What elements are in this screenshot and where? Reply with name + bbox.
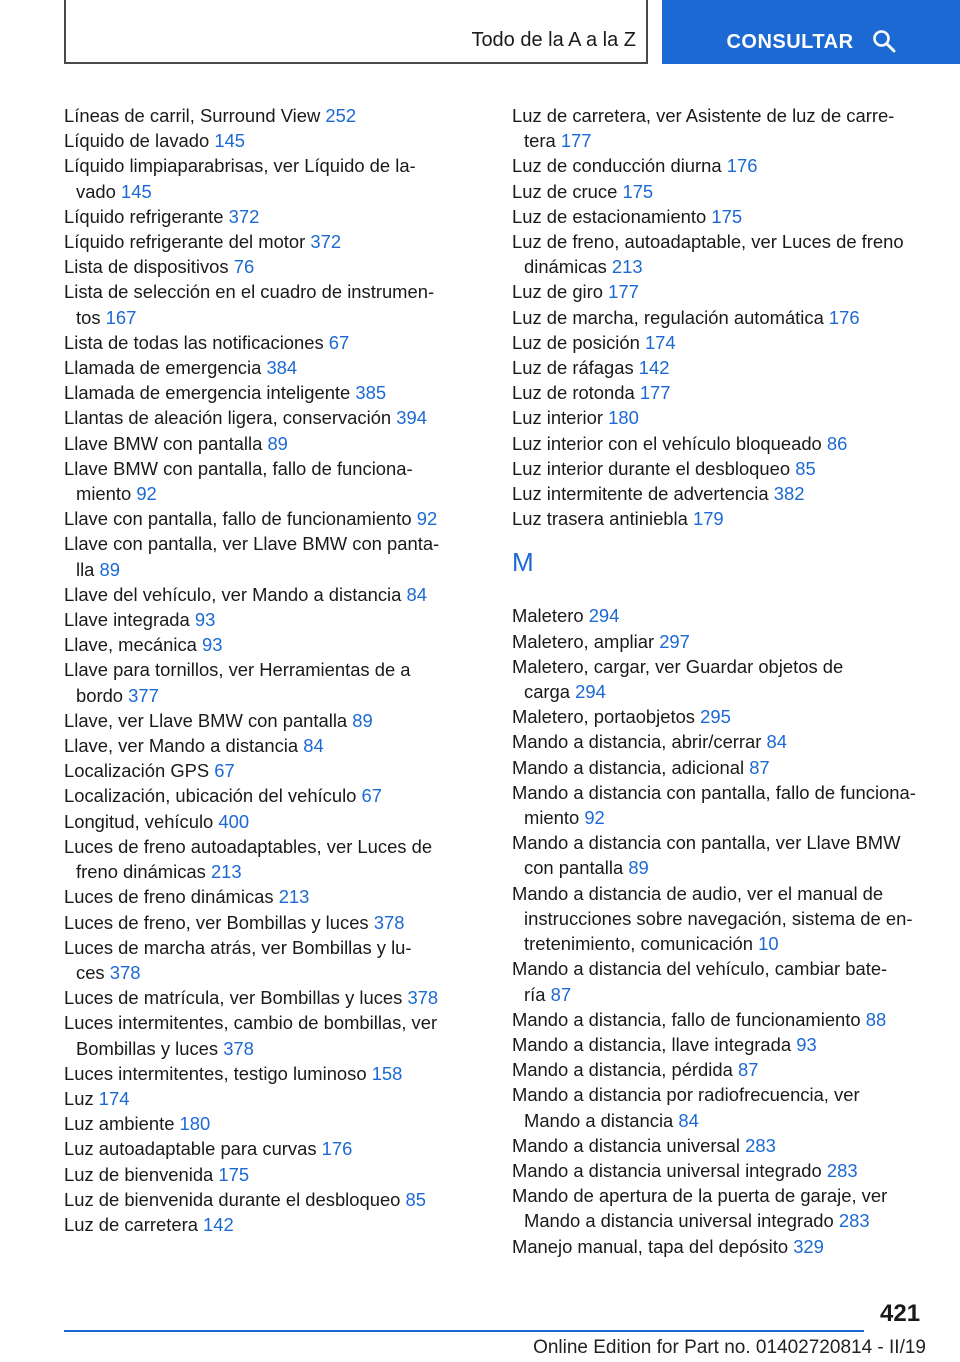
index-entry xyxy=(64,405,456,430)
page-reference-link[interactable]: 283 xyxy=(745,1134,776,1156)
index-entry xyxy=(512,431,928,456)
index-entry-text: Líquido refrigerante xyxy=(64,205,224,227)
index-entry xyxy=(64,632,456,657)
page-reference-link[interactable]: 283 xyxy=(826,1159,858,1181)
page-reference-link[interactable]: 93 xyxy=(194,609,216,631)
page-reference-link[interactable]: 67 xyxy=(328,331,350,353)
page-reference-link[interactable]: 177 xyxy=(608,281,639,303)
index-entry xyxy=(512,1082,928,1132)
index-entry-text: Mando a distancia, fallo de funcionamiento xyxy=(512,1008,861,1030)
index-entry xyxy=(64,431,456,456)
index-entry xyxy=(64,279,456,329)
page-reference-link[interactable]: 382 xyxy=(773,483,805,505)
index-entry xyxy=(64,1162,456,1187)
page-reference-link[interactable]: 176 xyxy=(726,155,758,177)
section-letter: M xyxy=(512,547,534,578)
index-entry-text: lla xyxy=(76,558,95,580)
index-entry xyxy=(512,704,928,729)
index-entry-text: Llave con pantalla, ver Llave BMW con panta- xyxy=(64,533,440,555)
page-reference-link[interactable]: 294 xyxy=(575,681,606,703)
index-entry-text: Llave para tornillos, ver Herramientas de a xyxy=(64,659,411,681)
index-entry xyxy=(512,755,928,780)
index-entry-text: Luz interior con el vehículo bloqueado xyxy=(512,432,822,454)
index-entry-text: Mando a distancia, adicional xyxy=(512,756,745,778)
section-tab[interactable] xyxy=(64,0,648,64)
page-reference-link[interactable]: 88 xyxy=(865,1008,887,1030)
page-reference-link[interactable]: 145 xyxy=(214,130,246,152)
index-entry-text: Luces de freno autoadaptables, ver Luces de xyxy=(64,835,433,857)
index-entry-text: Líquido de lavado xyxy=(64,130,210,152)
page-reference-link[interactable]: 180 xyxy=(179,1113,211,1135)
page-reference-link[interactable]: 89 xyxy=(628,857,649,879)
index-entry xyxy=(64,1010,456,1060)
index-entry-text: Mando a distancia universal integrado xyxy=(524,1210,834,1232)
index-entry xyxy=(512,456,928,481)
index-entry xyxy=(512,956,928,1006)
index-entry-text: miento xyxy=(76,483,132,505)
page-reference-link[interactable]: 213 xyxy=(210,861,242,883)
page-reference-link[interactable]: 385 xyxy=(355,382,387,404)
index-entry xyxy=(512,629,928,654)
index-entry xyxy=(64,229,456,254)
page-reference-link[interactable]: 283 xyxy=(838,1210,870,1232)
page-reference-link[interactable]: 84 xyxy=(406,583,427,605)
index-entry-text: Llantas de aleación ligera, conservación xyxy=(64,407,392,429)
page-reference-link[interactable]: 177 xyxy=(639,382,671,404)
page-reference-link[interactable]: 213 xyxy=(611,256,643,278)
index-entry xyxy=(512,780,928,830)
index-entry-text: Lista de todas las notificaciones xyxy=(64,331,324,353)
index-entry-text: bordo xyxy=(76,684,124,706)
index-entry xyxy=(64,204,456,229)
index-entry-text: Llave con pantalla, fallo de funcionamiento xyxy=(64,508,412,530)
index-entry xyxy=(512,355,928,380)
index-entry-text: Luces de marcha atrás, ver Bombillas y lu- xyxy=(64,936,412,958)
index-entry-text: Llave BMW con pantalla xyxy=(64,432,263,454)
page-reference-link[interactable]: 84 xyxy=(303,735,324,757)
index-entry xyxy=(512,729,928,754)
page-reference-link[interactable]: 92 xyxy=(584,807,605,829)
page-reference-link[interactable]: 89 xyxy=(99,558,120,580)
index-entry-text: con pantalla xyxy=(524,857,624,879)
page-reference-link[interactable]: 377 xyxy=(128,684,159,706)
index-entry xyxy=(64,582,456,607)
index-entry-text: miento xyxy=(524,807,580,829)
index-entry-text: Localización GPS xyxy=(64,760,210,782)
index-entry-text: Llave, ver Llave BMW con pantalla xyxy=(64,709,348,731)
page-reference-link[interactable]: 372 xyxy=(228,205,260,227)
index-entry-text: tos xyxy=(76,306,101,328)
index-column-right xyxy=(512,103,928,1259)
page-reference-link[interactable]: 384 xyxy=(266,357,298,379)
page-reference-link[interactable]: 394 xyxy=(396,407,427,429)
index-entry xyxy=(64,456,456,506)
page-reference-link[interactable]: 400 xyxy=(218,810,250,832)
index-entry-text: Llave del vehículo, ver Mando a distancia xyxy=(64,583,402,605)
page-reference-link[interactable]: 179 xyxy=(692,508,724,530)
section-tab-label: Todo de la A a la Z xyxy=(471,29,636,51)
page-reference-link[interactable]: 93 xyxy=(202,634,223,656)
page-reference-link[interactable]: 175 xyxy=(218,1163,250,1185)
index-entry-text: Longitud, vehículo xyxy=(64,810,214,832)
page-reference-link[interactable]: 252 xyxy=(325,105,357,126)
index-entry-text: Llave, ver Mando a distancia xyxy=(64,735,299,757)
index-entry-text: Luz autoadaptable para curvas xyxy=(64,1138,317,1160)
page-reference-link[interactable]: 89 xyxy=(352,709,373,731)
page-reference-link[interactable]: 87 xyxy=(737,1059,759,1081)
index-entry xyxy=(512,405,928,430)
index-entry-text: Líquido limpiaparabrisas, ver Líquido de la- xyxy=(64,155,416,177)
index-entry-text: Mando a distancia de audio, ver el manual de xyxy=(512,882,884,904)
index-entry xyxy=(64,1086,456,1111)
index-entry-text: Lista de dispositivos xyxy=(64,256,229,278)
index-entry xyxy=(512,153,928,178)
index-entry-text: Luces intermitentes, cambio de bombillas, ver xyxy=(64,1012,438,1034)
index-entry xyxy=(64,758,456,783)
index-entry-text: Maletero, portaobjetos xyxy=(512,706,695,728)
index-entry xyxy=(512,830,928,880)
footer-edition: Online Edition for Part no. 01402720814 - II/19 xyxy=(533,1337,926,1358)
index-entry-text: Luz interior durante el desbloqueo xyxy=(512,457,791,479)
index-entry-text: dinámicas xyxy=(524,256,607,278)
page-reference-link[interactable]: 76 xyxy=(233,256,255,278)
index-entry-text: Bombillas y luces xyxy=(76,1037,219,1059)
index-entry-text: Luz de conducción diurna xyxy=(512,155,722,177)
page-reference-link[interactable]: 176 xyxy=(828,306,860,328)
index-entry xyxy=(512,1007,928,1032)
index-entry xyxy=(64,380,456,405)
index-entry xyxy=(512,380,928,405)
index-entry-text: Luz de giro xyxy=(512,281,603,303)
index-entry xyxy=(64,103,456,128)
page-reference-link[interactable]: 175 xyxy=(711,205,743,227)
index-entry-text: Lista de selección en el cuadro de instrumen- xyxy=(64,281,435,303)
index-entry xyxy=(512,1133,928,1158)
index-entry xyxy=(64,935,456,985)
page-reference-link[interactable]: 167 xyxy=(105,306,137,328)
page-reference-link[interactable]: 84 xyxy=(766,731,787,753)
index-entry xyxy=(64,531,456,581)
index-entry xyxy=(512,1032,928,1057)
index-entry-text: Mando a distancia, pérdida xyxy=(512,1059,733,1081)
index-entry xyxy=(64,1212,456,1237)
index-entry-text: Llamada de emergencia inteligente xyxy=(64,382,351,404)
page-reference-link[interactable]: 297 xyxy=(659,630,690,652)
index-entry-text: Mando a distancia xyxy=(524,1109,674,1131)
page-reference-link[interactable]: 87 xyxy=(749,756,770,778)
index-entry xyxy=(512,179,928,204)
index-entry-text: Localización, ubicación del vehículo xyxy=(64,785,357,807)
page-reference-link[interactable]: 85 xyxy=(405,1188,427,1210)
index-entry xyxy=(512,506,928,531)
page-reference-link[interactable]: 142 xyxy=(638,357,670,379)
index-entry-text: ría xyxy=(524,983,546,1005)
index-entry xyxy=(512,654,928,704)
index-entry xyxy=(512,881,928,957)
index-entry-text: carga xyxy=(524,681,571,703)
index-entry-text: Mando a distancia con pantalla, fallo de funciona- xyxy=(512,781,916,803)
index-column-left xyxy=(64,103,456,1237)
page-reference-link[interactable]: 378 xyxy=(109,961,141,983)
page-reference-link[interactable]: 145 xyxy=(121,180,152,202)
index-entry-text: Mando a distancia del vehículo, cambiar bate- xyxy=(512,958,888,980)
index-entry xyxy=(512,305,928,330)
page-reference-link[interactable]: 92 xyxy=(416,508,438,530)
page-reference-link[interactable]: 295 xyxy=(700,706,731,728)
index-entry-text: Luz ambiente xyxy=(64,1113,175,1135)
index-entry xyxy=(64,985,456,1010)
index-entry-text: Maletero, cargar, ver Guardar objetos de xyxy=(512,655,844,677)
index-group-m xyxy=(512,603,928,1258)
page-number: 421 xyxy=(880,1300,921,1327)
index-entry xyxy=(64,1061,456,1086)
page-reference-link[interactable]: 329 xyxy=(793,1235,824,1257)
page-reference-link[interactable]: 85 xyxy=(795,457,816,479)
index-entry-text: Mando a distancia universal xyxy=(512,1134,740,1156)
index-entry xyxy=(512,204,928,229)
index-entry xyxy=(512,603,928,628)
page-reference-link[interactable]: 213 xyxy=(278,886,310,908)
index-entry xyxy=(64,128,456,153)
index-entry xyxy=(512,1158,928,1183)
index-entry-text: Luz de freno, autoadaptable, ver Luces de freno xyxy=(512,231,904,253)
index-entry-text: Maletero, ampliar xyxy=(512,630,655,652)
index-entry-text: Luz de posición xyxy=(512,331,640,353)
index-entry-text: Llave integrada xyxy=(64,609,190,631)
index-entry-text: Luz interior xyxy=(512,407,603,429)
index-entry-text: Llamada de emergencia xyxy=(64,357,262,379)
index-entry-text: Mando a distancia universal integrado xyxy=(512,1159,822,1181)
index-entry xyxy=(64,330,456,355)
page-reference-link[interactable]: 372 xyxy=(310,231,342,253)
index-entry-text: tera xyxy=(524,130,556,152)
index-group-l xyxy=(512,103,928,531)
index-entry-text: Luz intermitente de advertencia xyxy=(512,483,769,505)
index-entry-text: Líneas de carril, Surround View xyxy=(64,105,321,126)
index-entry xyxy=(64,783,456,808)
index-entry xyxy=(512,481,928,506)
page-reference-link[interactable]: 378 xyxy=(223,1037,254,1059)
index-entry xyxy=(512,330,928,355)
index-entry-text: Mando a distancia por radiofrecuencia, ver xyxy=(512,1084,860,1106)
index-entry xyxy=(64,254,456,279)
page-reference-link[interactable]: 176 xyxy=(321,1138,353,1160)
index-entry-text: tretenimiento, comunicación xyxy=(524,933,753,955)
index-entry xyxy=(64,809,456,834)
page-reference-link[interactable]: 67 xyxy=(214,760,235,782)
index-entry-text: Mando de apertura de la puerta de garaje, ver xyxy=(512,1185,888,1207)
page-reference-link[interactable]: 174 xyxy=(644,331,676,353)
index-entry xyxy=(512,229,928,279)
index-entry-text: ces xyxy=(76,961,105,983)
search-icon xyxy=(872,29,896,53)
index-entry-text: Luz de bienvenida durante el desbloqueo xyxy=(64,1188,401,1210)
index-entry-text: Luces de freno, ver Bombillas y luces xyxy=(64,911,369,933)
page-reference-link[interactable]: 67 xyxy=(361,785,382,807)
index-entry-text: freno dinámicas xyxy=(76,861,206,883)
page-reference-link[interactable]: 86 xyxy=(826,432,848,454)
index-entry-text: instrucciones sobre navegación, sistema de en- xyxy=(524,907,913,929)
index-entry-text: Luz xyxy=(64,1087,94,1109)
index-entry xyxy=(64,153,456,203)
index-entry-text: Luz de cruce xyxy=(512,180,618,202)
page-reference-link[interactable]: 84 xyxy=(678,1109,699,1131)
index-entry-text: Mando a distancia, llave integrada xyxy=(512,1033,792,1055)
index-entry-text: Manejo manual, tapa del depósito xyxy=(512,1235,789,1257)
page-reference-link[interactable]: 89 xyxy=(267,432,288,454)
index-entry-text: Luz de bienvenida xyxy=(64,1163,214,1185)
page-reference-link[interactable]: 175 xyxy=(622,180,654,202)
index-entry-text: Luz de marcha, regulación automática xyxy=(512,306,824,328)
index-entry-text: Luz trasera antiniebla xyxy=(512,508,688,530)
page-reference-link[interactable]: 158 xyxy=(371,1062,403,1084)
page-reference-link[interactable]: 10 xyxy=(758,933,779,955)
index-entry-text: Llave, mecánica xyxy=(64,634,197,656)
index-entry xyxy=(64,910,456,935)
page-reference-link[interactable]: 174 xyxy=(98,1087,130,1109)
consult-button[interactable] xyxy=(662,0,960,64)
index-entry-text: Mando a distancia, abrir/cerrar xyxy=(512,731,762,753)
index-entry-text: Luz de rotonda xyxy=(512,382,635,404)
index-entry xyxy=(64,657,456,707)
index-entry-text: Mando a distancia con pantalla, ver Llave BMW xyxy=(512,832,901,854)
index-entry-text: Luz de carretera xyxy=(64,1213,198,1235)
index-entry-text: Luces intermitentes, testigo luminoso xyxy=(64,1062,367,1084)
index-entry-text: vado xyxy=(76,180,116,202)
index-entry xyxy=(64,607,456,632)
index-entry xyxy=(64,884,456,909)
page-reference-link[interactable]: 142 xyxy=(203,1213,234,1235)
page-reference-link[interactable]: 294 xyxy=(588,605,620,627)
index-entry xyxy=(512,1057,928,1082)
consult-button-label: CONSULTAR xyxy=(726,31,854,53)
index-entry-text: Llave BMW con pantalla, fallo de funciona- xyxy=(64,457,413,479)
index-entry-text: Luces de freno dinámicas xyxy=(64,886,274,908)
index-entry-text: Luz de carretera, ver Asistente de luz de carre- xyxy=(512,105,895,126)
index-entry xyxy=(64,1187,456,1212)
index-entry xyxy=(512,1234,928,1259)
index-entry-text: Luz de estacionamiento xyxy=(512,205,707,227)
index-entry xyxy=(64,708,456,733)
index-entry-text: Líquido refrigerante del motor xyxy=(64,231,306,253)
index-entry xyxy=(512,1183,928,1233)
page-reference-link[interactable]: 177 xyxy=(560,130,592,152)
index-entry xyxy=(512,279,928,304)
page-reference-link[interactable]: 378 xyxy=(373,911,405,933)
page-reference-link[interactable]: 378 xyxy=(407,987,439,1009)
page-reference-link[interactable]: 87 xyxy=(550,983,572,1005)
index-entry xyxy=(64,1136,456,1161)
page-reference-link[interactable]: 92 xyxy=(136,483,157,505)
index-entry xyxy=(64,1111,456,1136)
index-entry xyxy=(64,355,456,380)
index-entry xyxy=(64,506,456,531)
index-entry-text: Luces de matrícula, ver Bombillas y luces xyxy=(64,987,403,1009)
page-reference-link[interactable]: 180 xyxy=(608,407,639,429)
index-entry xyxy=(64,834,456,884)
index-entry xyxy=(512,103,928,153)
page-reference-link[interactable]: 93 xyxy=(796,1033,817,1055)
index-entry xyxy=(64,733,456,758)
index-entry-text: Maletero xyxy=(512,605,584,627)
footer-divider xyxy=(64,1330,864,1332)
index-entry-text: Luz de ráfagas xyxy=(512,357,634,379)
